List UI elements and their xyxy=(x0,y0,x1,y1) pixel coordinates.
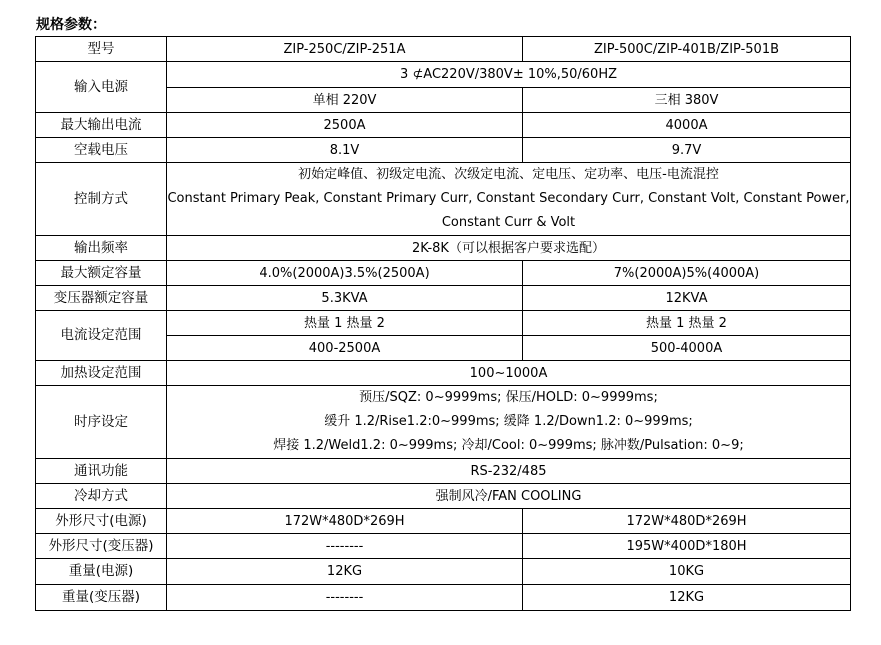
row-label-trans-cap: 变压器额定容量 xyxy=(36,286,167,311)
control-cell xyxy=(167,163,851,236)
row-label-control: 控制方式 xyxy=(36,163,167,236)
table-row xyxy=(36,286,851,311)
rated-cap-b: 7%(2000A)5%(4000A) xyxy=(523,261,851,286)
row-label-max-current: 最大输出电流 xyxy=(36,113,167,138)
table-row xyxy=(36,459,851,484)
table-row xyxy=(36,62,851,88)
no-load-b: 9.7V xyxy=(523,138,851,163)
weight-power-a: 12KG xyxy=(167,559,523,585)
row-label-size-trans: 外形尺寸(变压器) xyxy=(36,534,167,559)
control-line: Constant Curr & Volt xyxy=(441,215,576,230)
row-label-weight-power: 重量(电源) xyxy=(36,559,167,585)
weight-power-b: 10KG xyxy=(523,559,851,585)
max-current-b: 4000A xyxy=(523,113,851,138)
table-row xyxy=(36,585,851,611)
row-label-size-power: 外形尺寸(电源) xyxy=(36,509,167,534)
input-shared: 3 ⊄AC220V/380V± 10%,50/60HZ xyxy=(167,62,851,88)
size-power-b: 172W*480D*269H xyxy=(523,509,851,534)
control-line: Constant Primary Peak, Constant Primary Curr, Constant Secondary Curr, Constant Volt, Constant Power, xyxy=(167,191,850,206)
row-label-current-range: 电流设定范围 xyxy=(36,311,167,361)
row-label-rated-cap: 最大额定容量 xyxy=(36,261,167,286)
model-a: ZIP-250C/ZIP-251A xyxy=(167,37,523,62)
input-a: 单相 220V xyxy=(167,88,523,113)
size-trans-b: 195W*400D*180H xyxy=(523,534,851,559)
row-label-no-load: 空载电压 xyxy=(36,138,167,163)
table-row xyxy=(36,113,851,138)
size-power-a: 172W*480D*269H xyxy=(167,509,523,534)
spec-table xyxy=(35,36,851,611)
table-row xyxy=(36,138,851,163)
table-row xyxy=(36,37,851,62)
input-b: 三相 380V xyxy=(523,88,851,113)
section-heading: 规格参数： xyxy=(36,17,106,33)
table-row xyxy=(36,559,851,585)
row-label-heat-range: 加热设定范围 xyxy=(36,361,167,386)
timing-line: 焊接 1.2/Weld1.2: 0~999ms; 冷却/Cool: 0~999ms; 脉冲数/Pulsation: 0~9; xyxy=(273,438,744,453)
timing-line: 预压/SQZ: 0~9999ms; 保压/HOLD: 0~9999ms; xyxy=(359,390,658,405)
current-range-b-bottom: 500-4000A xyxy=(523,336,851,361)
row-label-input: 输入电源 xyxy=(36,62,167,113)
timing-line: 缓升 1.2/Rise1.2:0~999ms; 缓降 1.2/Down1.2: 0~999ms; xyxy=(324,414,693,429)
current-range-a-bottom: 400-2500A xyxy=(167,336,523,361)
trans-cap-a: 5.3KVA xyxy=(167,286,523,311)
max-current-a: 2500A xyxy=(167,113,523,138)
table-row xyxy=(36,261,851,286)
weight-trans-a: -------- xyxy=(167,585,523,611)
table-row xyxy=(36,386,851,459)
row-label-freq: 输出频率 xyxy=(36,236,167,261)
row-label-cooling: 冷却方式 xyxy=(36,484,167,509)
row-label-timing: 时序设定 xyxy=(36,386,167,459)
weight-trans-b: 12KG xyxy=(523,585,851,611)
no-load-a: 8.1V xyxy=(167,138,523,163)
size-trans-a: -------- xyxy=(167,534,523,559)
row-label-weight-trans: 重量(变压器) xyxy=(36,585,167,611)
table-row xyxy=(36,484,851,509)
control-line: 初始定峰值、初级定电流、次级定电流、定电压、定功率、电压-电流混控 xyxy=(298,167,719,182)
comm-value: RS-232/485 xyxy=(167,459,851,484)
table-row xyxy=(36,311,851,336)
rated-cap-a: 4.0%(2000A)3.5%(2500A) xyxy=(167,261,523,286)
row-label-comm: 通讯功能 xyxy=(36,459,167,484)
trans-cap-b: 12KVA xyxy=(523,286,851,311)
table-row xyxy=(36,236,851,261)
table-row xyxy=(36,163,851,236)
table-row xyxy=(36,361,851,386)
table-row xyxy=(36,509,851,534)
timing-cell xyxy=(167,386,851,459)
cooling-value: 强制风冷/FAN COOLING xyxy=(167,484,851,509)
table-row xyxy=(36,534,851,559)
current-range-a-top: 热量 1 热量 2 xyxy=(167,311,523,336)
current-range-b-top: 热量 1 热量 2 xyxy=(523,311,851,336)
freq-value: 2K-8K（可以根据客户要求选配） xyxy=(167,236,851,261)
heat-range-value: 100~1000A xyxy=(167,361,851,386)
row-label-model: 型号 xyxy=(36,37,167,62)
model-b: ZIP-500C/ZIP-401B/ZIP-501B xyxy=(523,37,851,62)
